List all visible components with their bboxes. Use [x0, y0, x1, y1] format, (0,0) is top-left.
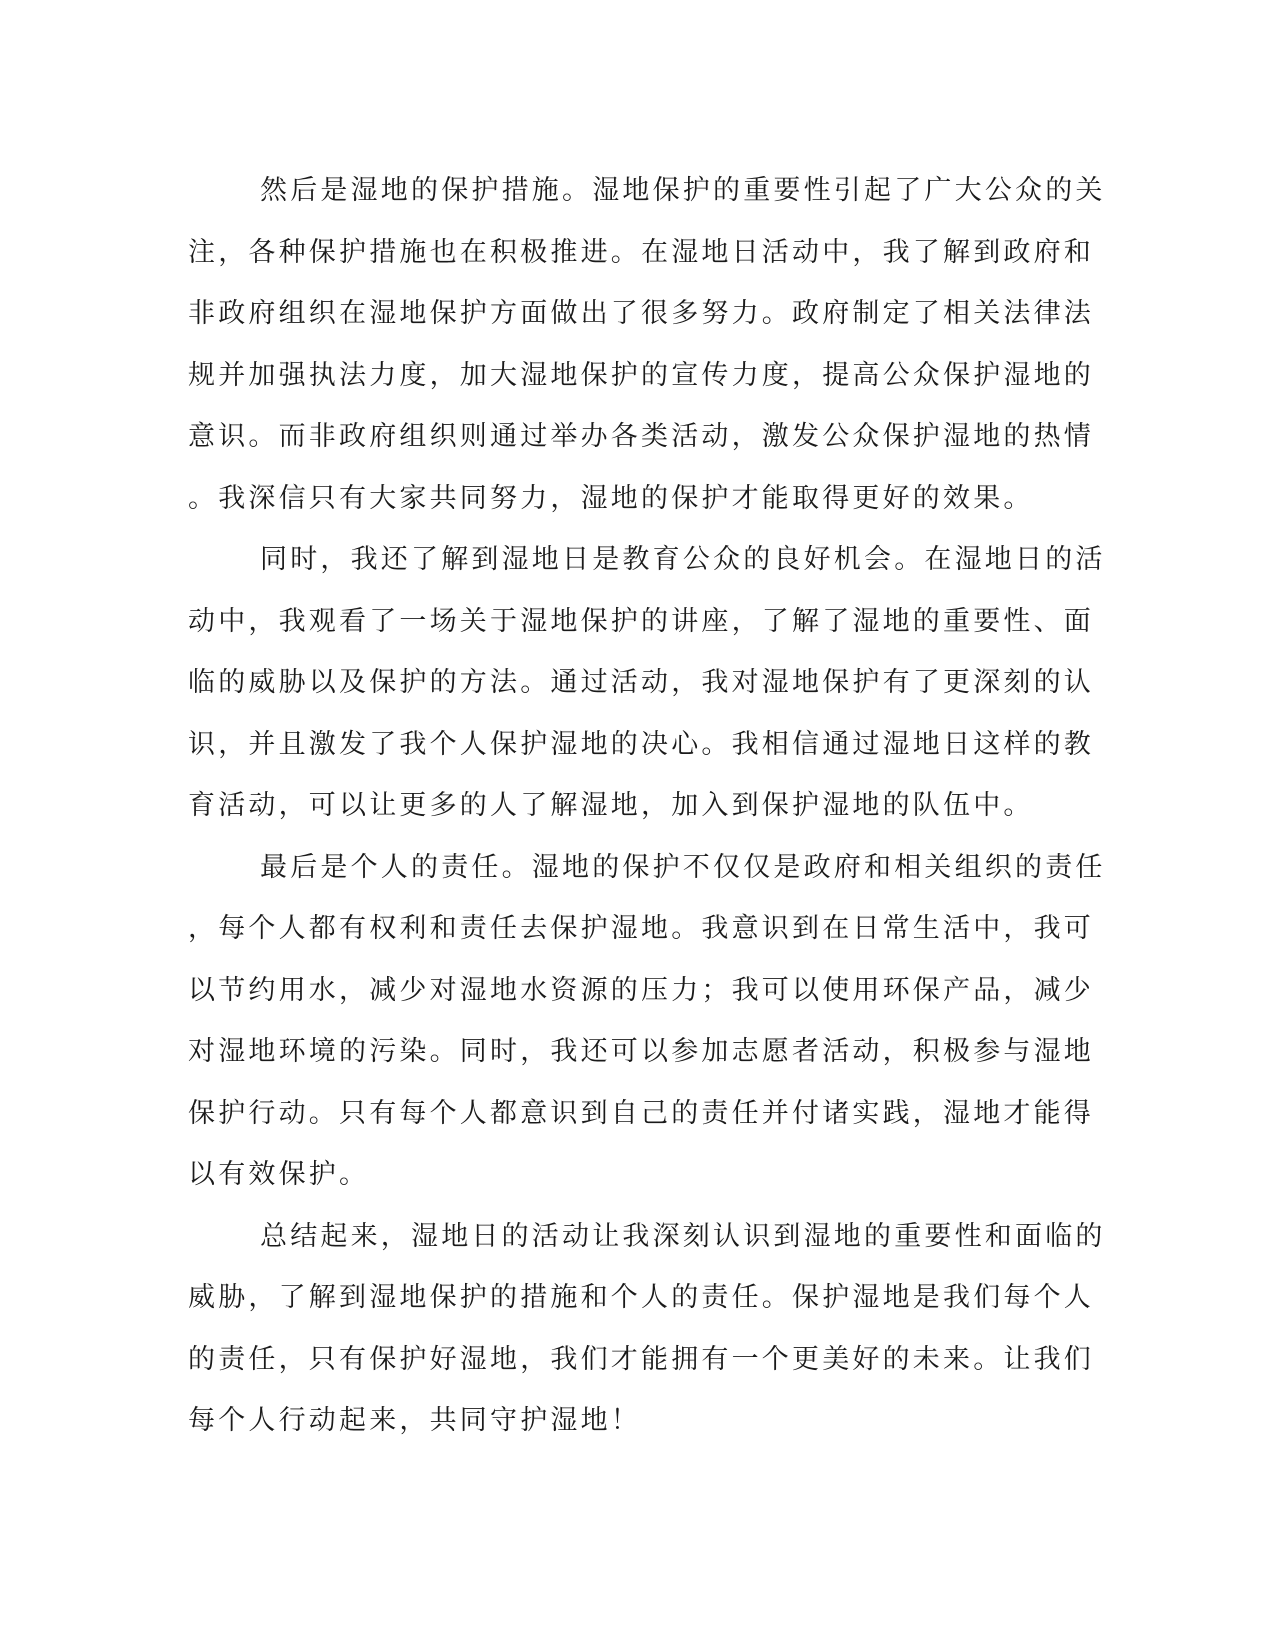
paragraph-line: 的责任，只有保护好湿地，我们才能拥有一个更美好的未来。让我们 [188, 1343, 1094, 1375]
paragraph-line: 意识。而非政府组织则通过举办各类活动，激发公众保护湿地的热情 [188, 421, 1094, 452]
paragraph-line: 注，各种保护措施也在积极推进。在湿地日活动中，我了解到政府和 [188, 236, 1094, 268]
paragraph-personal-responsibility [188, 837, 1106, 1206]
paragraph-line: 。我深信只有大家共同努力，湿地的保护才能取得更好的效果。 [188, 482, 1034, 514]
paragraph-line: 规并加强执法力度，加大湿地保护的宣传力度，提高公众保护湿地的 [188, 359, 1094, 391]
paragraph-line: 同时，我还了解到湿地日是教育公众的良好机会。在湿地日的活 [260, 544, 1106, 575]
paragraph-line: 总结起来，湿地日的活动让我深刻认识到湿地的重要性和面临的 [260, 1220, 1106, 1252]
paragraph-line: 动中，我观看了一场关于湿地保护的讲座，了解了湿地的重要性、面 [188, 605, 1094, 637]
paragraph-line: 以有效保护。 [188, 1159, 370, 1190]
paragraph-conclusion [188, 1206, 1106, 1452]
paragraph-line: 每个人行动起来，共同守护湿地！ [188, 1405, 641, 1436]
paragraph-line: 非政府组织在湿地保护方面做出了很多努力。政府制定了相关法律法 [188, 298, 1094, 329]
paragraph-line: 识，并且激发了我个人保护湿地的决心。我相信通过湿地日这样的教 [188, 728, 1094, 760]
paragraph-line: 然后是湿地的保护措施。湿地保护的重要性引起了广大公众的关 [260, 175, 1106, 206]
paragraph-line: 保护行动。只有每个人都意识到自己的责任并付诸实践，湿地才能得 [188, 1097, 1094, 1129]
paragraph-line: 临的威胁以及保护的方法。通过活动，我对湿地保护有了更深刻的认 [188, 667, 1094, 698]
paragraph-line: ，每个人都有权利和责任去保护湿地。我意识到在日常生活中，我可 [188, 913, 1094, 944]
paragraph-line: 以节约用水，减少对湿地水资源的压力；我可以使用环保产品，减少 [188, 974, 1094, 1006]
paragraph-line: 最后是个人的责任。湿地的保护不仅仅是政府和相关组织的责任 [260, 851, 1106, 883]
paragraph-line: 对湿地环境的污染。同时，我还可以参加志愿者活动，积极参与湿地 [188, 1036, 1094, 1067]
paragraph-line: 威胁，了解到湿地保护的措施和个人的责任。保护湿地是我们每个人 [188, 1282, 1094, 1313]
document-body [188, 160, 1106, 1452]
paragraph-protection-measures [188, 160, 1106, 529]
paragraph-line: 育活动，可以让更多的人了解湿地，加入到保护湿地的队伍中。 [188, 790, 1034, 821]
paragraph-public-education [188, 529, 1106, 837]
